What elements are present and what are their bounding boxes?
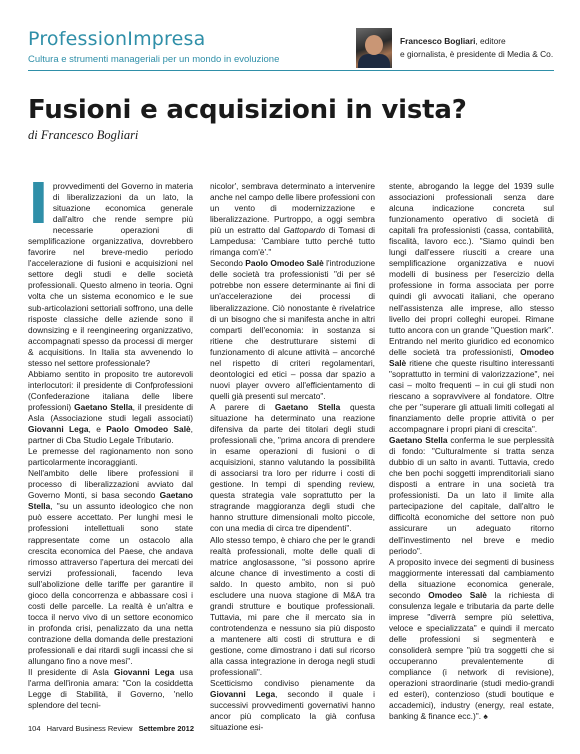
bold-name: Omodeo Salè [428, 589, 487, 600]
author-info [400, 35, 556, 60]
article-paragraph: Abbiamo sentito in proposito tre autorevoli interlocutori: il presidente di Confprofessioni (Confederazione italiana delle libere professioni) Gaetano Stella, il presidente di Asla (Associazione studi legali associati) Giovanni Lega, e Paolo Omodeo Salè, partner di Cba Studio Legale Tributario. [28, 368, 193, 446]
portrait-face-shape [365, 35, 383, 55]
article-headline: Fusioni e acquisizioni in vista? [28, 95, 467, 125]
page-footer [28, 724, 194, 733]
article-byline: di Francesco Bogliari [28, 128, 139, 142]
bold-name: Giovanni Lega [28, 424, 89, 435]
article-paragraph: Iprovvedimenti del Governo in materia di liberalizzazioni da un lato, la situazione economica generale dall'altro che rende sempre più necessarie operazioni di semplificazione organizzativa, dovrebbero favorire nel breve-medio periodo l'accelerazione di fusioni e acquisizioni nel settore degli studi e delle società professionali. Questo almeno in teoria. Ogni volta che un sistema economico e le sue sub-articolazioni settoriali soffrono, una delle risposte classiche delle aziende sono il downsizing e il reengineering organizzativo, accompagnati spesso da processi di merger & acquisitions. In Italia sta avvenendo lo stesso nel settore professionale? [28, 172, 193, 368]
bold-name: Giovanni Lega [210, 689, 276, 700]
bold-name: Gaetano Stella [389, 435, 448, 446]
article-paragraph: Secondo Paolo Omodeo Salè l'introduzione delle società tra professionisti "di per sé potrebbe non essere determinante ai fini di un'accelerazione dei processi di liberalizzazione. Ciò nonostante è rivelatrice di un bisogno che si manifesta anche in altri comparti dell'economia: in sostanza si ritiene che destrutturare sistemi di funzionamento di alcune attività – ancorché nel rispetto di criteri regolamentari, deontologici ed etici – possa dar spazio a nuovi player ovvero all'efficientamento di quelli già presenti sul mercato". [210, 258, 375, 401]
article-paragraph: stente, abrogando la legge del 1939 sulle associazioni professionali senza dare alcuna indicazione concreta sul funzionamento operativo di società di capitali fra professionisti (cassa, contabilità, fiscalità, lavoro ecc.). "Siamo quindi ben lungi dall'essere riusciti a creare una semplificazione organizzativa e nuovi modelli di business per l'esercizio della professione in forma associata per porre quindi gli avvocati italiani, che operano nell'assistenza alle imprese, allo stesso livello dei propri colleghi europei. Rimane tutto ancora con un grande "Question mark". [389, 181, 554, 335]
article-column-1 [28, 172, 193, 711]
bold-name: Paolo Omodeo Salè [106, 424, 191, 435]
italic-title: Gattopardo [283, 225, 326, 236]
author-role: , editore [475, 36, 506, 46]
header-divider [28, 70, 554, 71]
portrait-body-shape [358, 54, 390, 68]
article-paragraph: Scetticismo condiviso pienamente da Giovanni Lega, secondo il quale i successivi provvedimenti governativi hanno ancor più complicato la già confusa situazione esi- [210, 678, 375, 733]
author-name: Francesco Bogliari [400, 36, 476, 46]
article-paragraph: A proposito invece dei segmenti di business maggiormente interessati dal cambiamento della situazione economica generale, secondo Omodeo Salè la richiesta di consulenza legale e tributaria da parte delle imprese "diverrà sempre più selettiva, veloce e specializzata" e quindi il mercato delle professioni si segmenterà e consoliderà sempre "più tra soggetti che si occuperanno prevalentemente di compliance (i network di revisione), operazioni straordinarie (studi medio-grandi ed esteri), contenzioso (studi boutique e accademici), industry (energy, real estate, banking & finance ecc.)". ♠ [389, 556, 555, 722]
publication-name: Harvard Business Review [46, 724, 133, 733]
issue-date: Settembre 2012 [138, 724, 195, 733]
bold-name: Giovanni Lega [114, 667, 175, 678]
author-portrait-image [356, 28, 392, 68]
article-paragraph: Le premesse del ragionamento non sono particolarmente incoraggianti. [28, 446, 193, 468]
article-column-2 [210, 181, 375, 733]
article-column-3 [389, 181, 554, 722]
author-description: e giornalista, è presidente di Media & Co. [400, 48, 554, 59]
article-paragraph: Il presidente di Asla Giovanni Lega usa l'arma dell'ironia amara: "Con la cosiddetta Legge di Stabilità, il Governo, 'nello splendore del tecni- [28, 667, 193, 711]
article-paragraph: A parere di Gaetano Stella questa situazione ha determinato una reazione difensiva da parte dei titolari degli studi professionali che, "prima ancora di prendere in esame operazioni di fusioni o di acquisizioni, stanno valutando la possibilità di associarsi tra loro per ridurre i costi di gestione. In tempi di spending review, questa strategia vale soprattutto per la stragrande maggioranza degli studi che hanno strutture dimensionali molto piccole, con una media di circa tre dipendenti". [210, 401, 376, 534]
page-number: 104 [28, 724, 41, 733]
section-subtitle: Cultura e strumenti manageriali per un mondo in evoluzione [28, 54, 280, 65]
article-paragraph: nicolor', sembrava determinato a intervenire anche nel campo delle libere professioni con un vento di modernizzazione e liberalizzazione. Purtroppo, a oggi sembra più un estratto dal Gattopardo di Tomasi di Lampedusa: 'Cambiare tutto perché tutto rimanga com'è'." [210, 181, 375, 258]
section-title: ProfessionImpresa [28, 28, 206, 50]
bold-name: Gaetano Stella [74, 401, 133, 412]
article-paragraph: Entrando nel merito giuridico ed economico delle società tra professionisti, Omodeo Salè ritiene che queste risultino interessanti "soprattutto in termini di valorizzazione", nei casi – molto frequenti – in cui gli studi non riescano a sopravvivere al fondatore. Oltre che per "superare gli attuali limiti collegati al finanziamento delle proprie attività o per accompagnare i propri piani di crescita". [389, 335, 554, 435]
drop-cap: I [28, 172, 49, 237]
article-paragraph: Gaetano Stella conferma le sue perplessità di fondo: "Culturalmente si tratta senza dubbio di un salto in avanti. Tuttavia, credo che ben pochi soggetti imprenditoriali siano disposti a entrare in una società tra professionisti. Da un lato il limite alla partecipazione del capitale, dall'altro le difficoltà economiche del settore non può assicurare un adeguato ritorno dell'investimento nel breve e medio periodo". [389, 435, 554, 556]
article-paragraph: Nell'ambito delle libere professioni il processo di liberalizzazioni avviato dal Governo Monti, si basa secondo Gaetano Stella, "su un assunto ideologico che non può essere accettato. Per lunghi mesi le professioni intellettuali sono state rappresentate come un ostacolo alla crescita economica del Paese, che andava rimosso attraverso l'apertura dei mercati dei servizi professionali, facendo leva sull'abolizione delle tariffe per garantire il gioco della concorrenza e abbassare così i costi delle parcelle. La realtà è un'altra e tocca il nervo vivo di un settore economico in profonda crisi, penalizzato da una netta contrazione della domanda delle prestazioni professionali e dai ritardi sugli incassi che si allungano fino a nove mesi". [28, 468, 193, 667]
bold-name: Gaetano Stella [28, 490, 193, 512]
bold-name: Paolo Omodeo Salè [245, 258, 324, 269]
bold-name: Gaetano Stella [274, 401, 341, 412]
bold-name: Omodeo Salè [389, 346, 554, 368]
article-paragraph: Allo stesso tempo, è chiaro che per le grandi realtà professionali, molte delle quali di matrice anglosassone, "si possono aprire alcune chance di investimento a costi di saldo. In questo ambito, non si può escludere una nuova stagione di M&A tra grandi strutture e boutique professionali. Tuttavia, mi pare che il mercato sia in controtendenza e nessuno sia più disposto a mantenere alti costi di struttura e di gestione, come dimostrano i dati sul ricorso alla cassa integrazione in deroga negli studi professionali". [210, 534, 375, 678]
